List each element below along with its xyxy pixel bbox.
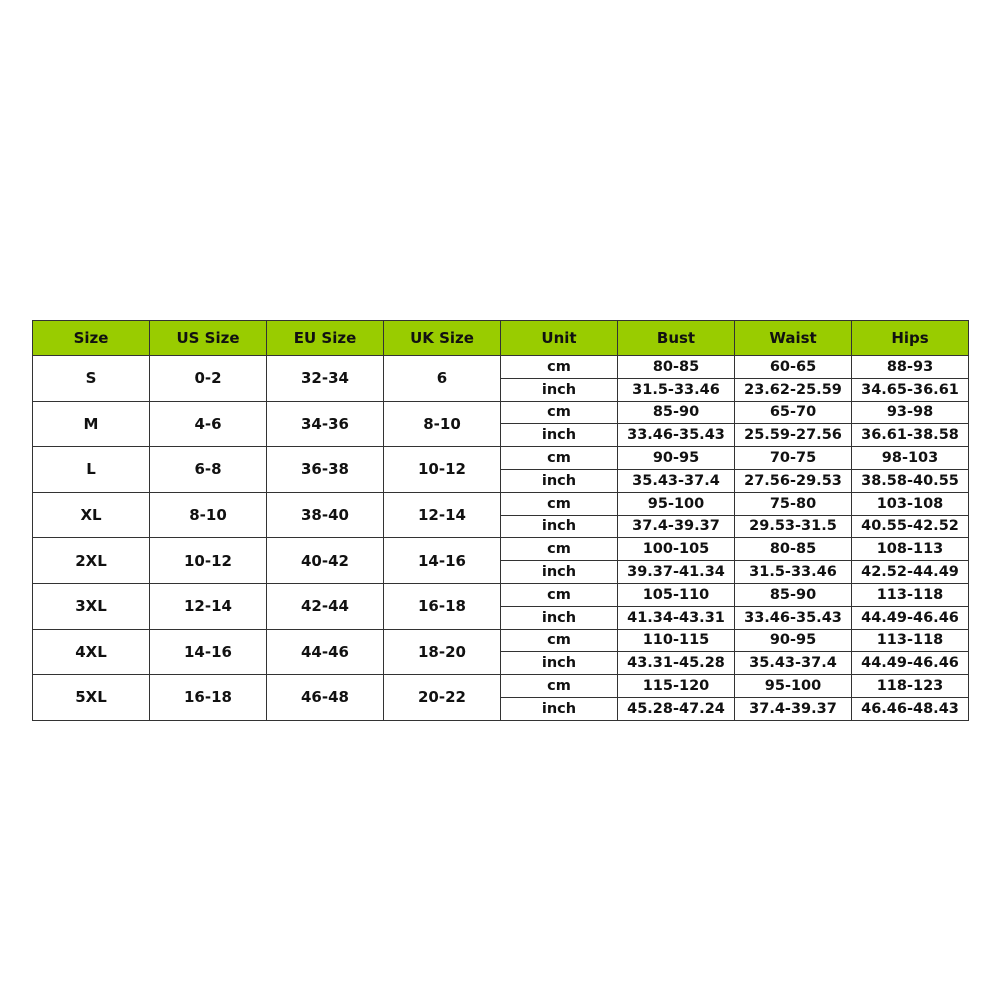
table-row-cm [33,538,969,561]
cell-bust: 90-95 [618,447,735,470]
cell-bust: 33.46-35.43 [618,424,735,447]
cell-uk-size: 16-18 [384,583,501,629]
cell-bust: 80-85 [618,356,735,379]
cell-unit: cm [501,492,618,515]
cell-eu-size: 40-42 [267,538,384,584]
cell-hips: 113-118 [852,629,969,652]
cell-eu-size: 46-48 [267,675,384,721]
cell-waist: 33.46-35.43 [735,606,852,629]
size-chart-table [32,320,969,721]
cell-eu-size: 38-40 [267,492,384,538]
cell-uk-size: 10-12 [384,447,501,493]
cell-bust: 41.34-43.31 [618,606,735,629]
cell-eu-size: 34-36 [267,401,384,447]
header-us-size: US Size [150,321,267,356]
cell-waist: 27.56-29.53 [735,469,852,492]
cell-waist: 37.4-39.37 [735,697,852,720]
table-row-cm [33,492,969,515]
cell-size: 3XL [33,583,150,629]
cell-bust: 85-90 [618,401,735,424]
cell-hips: 108-113 [852,538,969,561]
cell-waist: 85-90 [735,583,852,606]
cell-hips: 93-98 [852,401,969,424]
cell-bust: 110-115 [618,629,735,652]
cell-waist: 31.5-33.46 [735,561,852,584]
cell-waist: 60-65 [735,356,852,379]
cell-waist: 70-75 [735,447,852,470]
cell-us-size: 0-2 [150,356,267,402]
cell-hips: 88-93 [852,356,969,379]
cell-eu-size: 42-44 [267,583,384,629]
cell-waist: 23.62-25.59 [735,378,852,401]
header-unit: Unit [501,321,618,356]
cell-unit: inch [501,561,618,584]
cell-size: XL [33,492,150,538]
table-row-cm [33,583,969,606]
header-eu-size: EU Size [267,321,384,356]
cell-waist: 95-100 [735,675,852,698]
cell-us-size: 8-10 [150,492,267,538]
cell-us-size: 4-6 [150,401,267,447]
header-bust: Bust [618,321,735,356]
cell-hips: 46.46-48.43 [852,697,969,720]
cell-uk-size: 14-16 [384,538,501,584]
cell-waist: 90-95 [735,629,852,652]
cell-hips: 118-123 [852,675,969,698]
cell-bust: 45.28-47.24 [618,697,735,720]
cell-unit: inch [501,378,618,401]
header-row [33,321,969,356]
cell-us-size: 12-14 [150,583,267,629]
header-uk-size: UK Size [384,321,501,356]
table-row-cm [33,447,969,470]
cell-unit: cm [501,356,618,379]
cell-waist: 25.59-27.56 [735,424,852,447]
cell-eu-size: 44-46 [267,629,384,675]
cell-unit: inch [501,515,618,538]
cell-unit: cm [501,583,618,606]
cell-bust: 39.37-41.34 [618,561,735,584]
cell-size: L [33,447,150,493]
cell-us-size: 14-16 [150,629,267,675]
cell-hips: 44.49-46.46 [852,652,969,675]
cell-size: 5XL [33,675,150,721]
table-row-cm [33,675,969,698]
cell-hips: 103-108 [852,492,969,515]
cell-uk-size: 18-20 [384,629,501,675]
cell-hips: 36.61-38.58 [852,424,969,447]
cell-hips: 44.49-46.46 [852,606,969,629]
table-row-cm [33,629,969,652]
cell-unit: cm [501,675,618,698]
cell-uk-size: 12-14 [384,492,501,538]
cell-hips: 40.55-42.52 [852,515,969,538]
cell-size: 2XL [33,538,150,584]
table-row-cm [33,356,969,379]
cell-bust: 31.5-33.46 [618,378,735,401]
cell-unit: cm [501,538,618,561]
header-waist: Waist [735,321,852,356]
cell-bust: 100-105 [618,538,735,561]
cell-unit: cm [501,401,618,424]
cell-hips: 98-103 [852,447,969,470]
cell-waist: 65-70 [735,401,852,424]
header-size: Size [33,321,150,356]
cell-size: S [33,356,150,402]
cell-bust: 35.43-37.4 [618,469,735,492]
cell-bust: 95-100 [618,492,735,515]
table-body [33,356,969,721]
cell-hips: 38.58-40.55 [852,469,969,492]
cell-unit: inch [501,652,618,675]
cell-uk-size: 20-22 [384,675,501,721]
cell-uk-size: 8-10 [384,401,501,447]
cell-bust: 43.31-45.28 [618,652,735,675]
cell-bust: 115-120 [618,675,735,698]
cell-size: 4XL [33,629,150,675]
cell-bust: 37.4-39.37 [618,515,735,538]
cell-unit: cm [501,629,618,652]
cell-bust: 105-110 [618,583,735,606]
cell-uk-size: 6 [384,356,501,402]
cell-size: M [33,401,150,447]
cell-unit: inch [501,606,618,629]
cell-us-size: 16-18 [150,675,267,721]
header-hips: Hips [852,321,969,356]
cell-waist: 80-85 [735,538,852,561]
table-row-cm [33,401,969,424]
cell-waist: 35.43-37.4 [735,652,852,675]
cell-unit: inch [501,469,618,492]
cell-unit: inch [501,424,618,447]
cell-waist: 75-80 [735,492,852,515]
cell-us-size: 10-12 [150,538,267,584]
cell-eu-size: 36-38 [267,447,384,493]
cell-us-size: 6-8 [150,447,267,493]
cell-waist: 29.53-31.5 [735,515,852,538]
cell-eu-size: 32-34 [267,356,384,402]
cell-hips: 42.52-44.49 [852,561,969,584]
cell-hips: 113-118 [852,583,969,606]
cell-unit: cm [501,447,618,470]
cell-hips: 34.65-36.61 [852,378,969,401]
cell-unit: inch [501,697,618,720]
